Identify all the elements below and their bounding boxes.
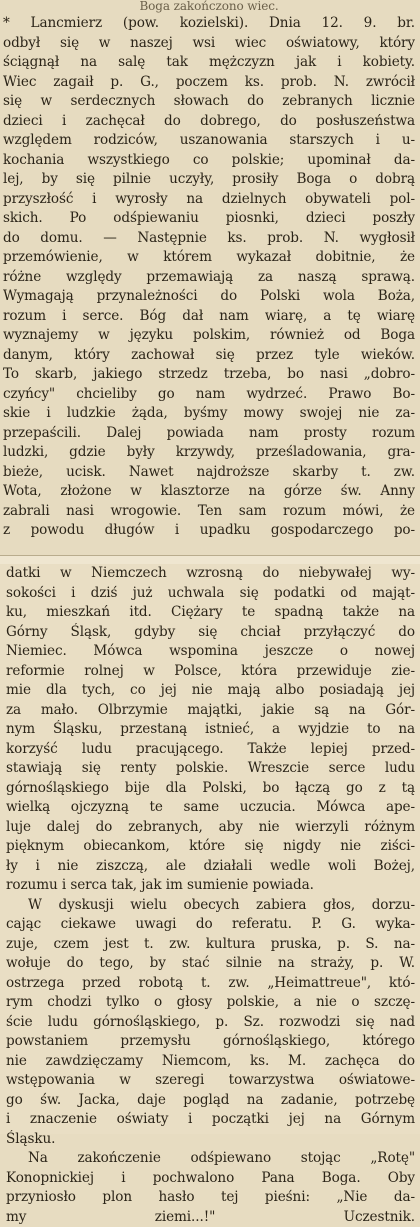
- text-line: dzieci i zachęcał do dobrego, do posłuszeństwa: [3, 112, 415, 132]
- text-line: danym, który zachował się przez tyle wieków.: [3, 346, 415, 366]
- text-line: To skarb, jakiego strzedz trzeba, bo nasi „dobro-: [3, 365, 415, 385]
- text-line: wstępowania w szeregi towarzystwa oświatowe-: [6, 1071, 415, 1091]
- text-line: powstaniem przemysłu górnośląskiego, którego: [6, 1032, 415, 1052]
- text-line: rym chodzi tylko o głosy polskie, a nie o szczę-: [6, 993, 415, 1013]
- upper-paragraph: [3, 14, 415, 541]
- text-line: pięknym obiecankom, które się nigdy nie ziści-: [6, 837, 415, 857]
- text-line: rozumu i serca tak, jak im sumienie powiada.: [6, 876, 415, 896]
- text-line: reformie rolnej w Polsce, która przewiduje zie-: [6, 662, 415, 682]
- text-line: za mało. Olbrzymie majątki, jakie są na Gór-: [6, 701, 415, 721]
- text-line: sokości i dziś już uchwala się podatki od mająt-: [6, 584, 415, 604]
- text-line: ludzki, gdzie były krzywdy, prześladowania, gra-: [3, 443, 415, 463]
- text-line: datki w Niemczech wzrosną do niebywałej wy-: [6, 564, 415, 584]
- text-line: ostrzega przed robotą t. zw. „Heimattreue", któ-: [6, 974, 415, 994]
- text-line: kochania wszystkiego co polskie; upominał da-: [3, 151, 415, 171]
- text-line: Górny Śląsk, gdyby się chciał przyłączyć do: [6, 623, 415, 643]
- text-line: Na zakończenie odśpiewano stojąc „Rotę": [6, 1149, 415, 1169]
- text-line: cając ciekawe uwagi do referatu. P. G. wyka-: [6, 915, 415, 935]
- text-line: względem rodziców, uszanowania starszych i u-: [3, 131, 415, 151]
- text-line: Wymagają przynależności do Polski wola Boża,: [3, 287, 415, 307]
- text-line: wołuje do tego, by stać silnie na straży, p. W.: [6, 954, 415, 974]
- text-line: stawiają się renty polskie. Wreszcie serce ludu: [6, 759, 415, 779]
- text-line: Konopnickiej i pochwalono Pana Boga. Oby: [6, 1169, 415, 1189]
- text-line: ku, mieszkań itd. Ciężary te spadną także na: [6, 603, 415, 623]
- text-line: różne względy przemawiają za naszą sprawą.: [3, 268, 415, 288]
- text-line: * Lancmierz (pow. kozielski). Dnia 12. 9. br.: [3, 14, 415, 34]
- text-line: z powodu długów i upadku gospodarczego po-: [3, 521, 415, 541]
- text-line: do domu. — Następnie ks. prob. N. wygłosił: [3, 229, 415, 249]
- text-line: korzyść ludu pracującego. Także lepiej przed-: [6, 740, 415, 760]
- text-line: wielką ojczyzną te same uczucia. Mówca ape-: [6, 798, 415, 818]
- text-line: Śląsku.: [6, 1130, 415, 1150]
- text-line: nie zawdzięczamy Niemcom, ks. M. zachęca do: [6, 1052, 415, 1072]
- text-line: przyniosło plon hasło tej pieśni: „Nie da-: [6, 1188, 415, 1208]
- text-line: zuje, czem jest t. zw. kultura pruska, p. S. na-: [6, 935, 415, 955]
- text-line: luje dalej do zebranych, aby nie wierzyli różnym: [6, 818, 415, 838]
- article-column-lower: [0, 564, 420, 1134]
- text-line: wyznajemy w języku polskim, również od Boga: [3, 326, 415, 346]
- text-line: przepaścili. Dalej powiada nam prosty rozum: [3, 424, 415, 444]
- text-line: nym Śląsku, przestaną istnieć, a wyjdzie to na: [6, 720, 415, 740]
- text-line: skie i ludzkie żąda, byśmy mowy swojej nie za-: [3, 404, 415, 424]
- text-line: Niemiec. Mówca wspomina jeszcze o nowej: [6, 642, 415, 662]
- text-line: lej, by się pilnie uczyły, prosiły Boga o dobrą: [3, 170, 415, 190]
- text-line: się w serdecznych słowach do zebranych licznie: [3, 92, 415, 112]
- text-line: odbył się w naszej wsi wiec oświatowy, który: [3, 34, 415, 54]
- text-line: bieże, ucisk. Nawet najdroższe skarby t. zw.: [3, 463, 415, 483]
- article-column-upper: [0, 0, 420, 560]
- text-line: Wiec zagaił p. G., poczem ks. prob. N. zwrócił: [3, 73, 415, 93]
- text-line: skich. Po odśpiewaniu piosnki, dzieci poszły: [3, 209, 415, 229]
- cut-text-fragment: Boga zakończono wiec.: [3, 0, 415, 14]
- lower-paragraph: [6, 564, 415, 1227]
- text-line: my ziemi...!" Uczestnik.: [6, 1208, 415, 1227]
- text-line: górnośląskiego bije dla Polski, bo łączą go z tą: [6, 779, 415, 799]
- text-line: ście ludu górnośląskiego, p. Sz. rozwodzi się nad: [6, 1013, 415, 1033]
- text-line: W dyskusji wielu obecych zabiera głos, dorzu-: [6, 896, 415, 916]
- text-line: rozum i serce. Bóg dał nam wiarę, a tę wiarę: [3, 307, 415, 327]
- text-line: mie dla tych, co jej nie mają albo posiadają jej: [6, 681, 415, 701]
- text-line: przyszłość i wyrosły na dzielnych obywateli pol-: [3, 190, 415, 210]
- text-line: czyńcy" chcieliby go nam wydrzeć. Prawo Bo-: [3, 385, 415, 405]
- text-line: ściągnął na salę tak mężczyzn jak i kobiety.: [3, 53, 415, 73]
- text-line: Wota, złożone w klasztorze na górze św. Anny: [3, 482, 415, 502]
- text-line: przemówienie, w którem wykazał dobitnie, że: [3, 248, 415, 268]
- text-line: ły i nie ziszczą, ale działali wedle woli Bożej,: [6, 857, 415, 877]
- text-line: go św. Jacka, daje pogląd na zadanie, potrzebę: [6, 1091, 415, 1111]
- text-line: zabrali nasi wrogowie. Ten sam rozum mówi, że: [3, 502, 415, 522]
- text-line: i znaczenie oświaty i początki jej na Górnym: [6, 1110, 415, 1130]
